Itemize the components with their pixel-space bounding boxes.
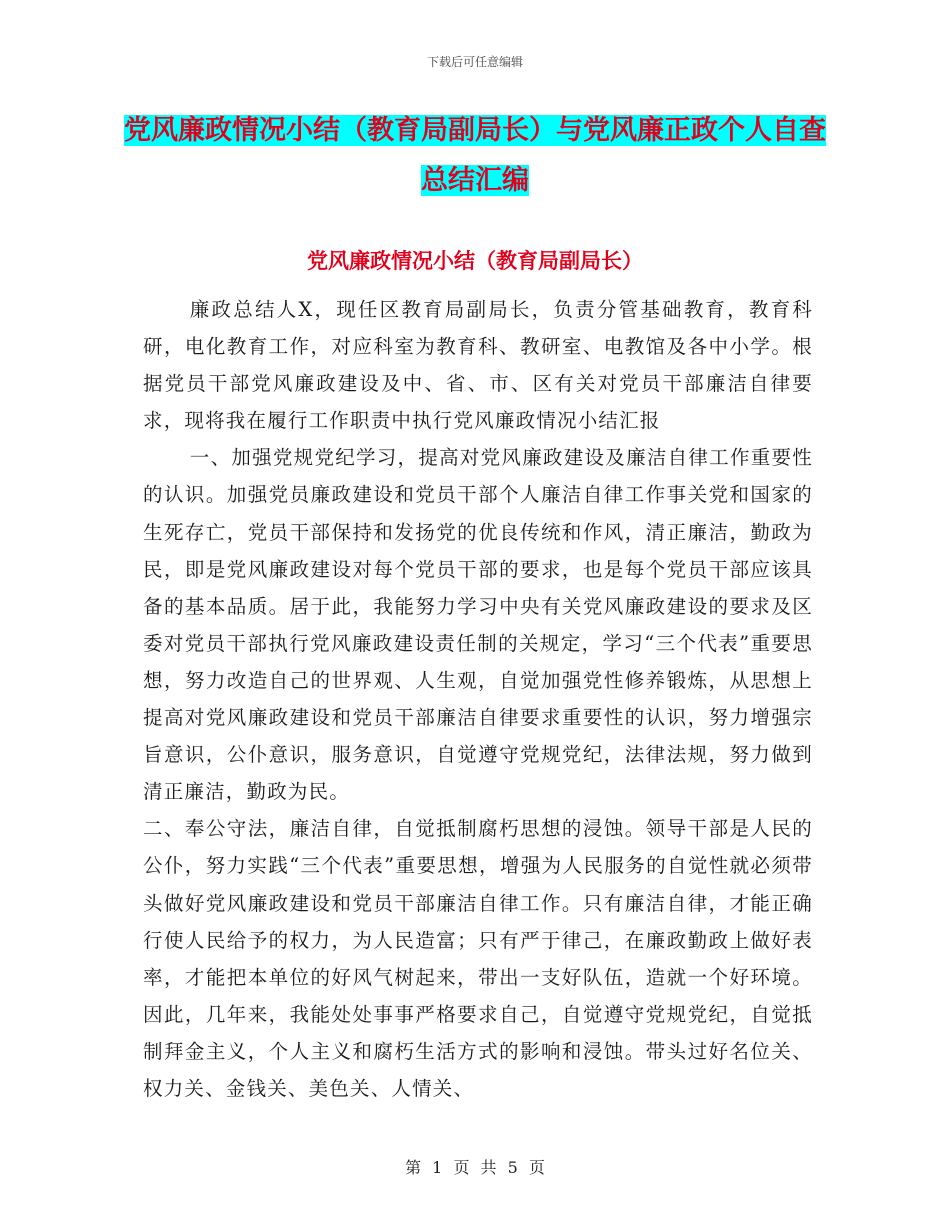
section-title: 党风廉政情况小结（教育局副局长） [307, 249, 643, 273]
document-title [120, 106, 830, 206]
paragraph-intro: 廉政总结人X，现任区教育局副局长，负责分管基础教育，教育科研，电化教育工作，对应科室为教育科、教研室、电教馆及各中小学。根据党员干部党风廉政建设及中、省、市、区有关对党员干部廉洁自律要求，现将我在履行工作职责中执行党风廉政情况小结汇报 [143, 298, 813, 433]
document-title-text: 党风廉政情况小结（教育局副局长）与党风廉正政个人自查总结汇编 [124, 115, 826, 196]
document-body [143, 291, 813, 1107]
paragraph-section-two: 二、奉公守法，廉洁自律，自觉抵制腐朽思想的浸蚀。领导干部是人民的公仆，努力实践“三个代表”重要思想，增强为人民服务的自觉性就必须带头做好党风廉政建设和党员干部廉洁自律工作。只有廉洁自律，才能正确行使人民给予的权力，为人民造富；只有严于律己，在廉政勤政上做好表率，才能把本单位的好风气树起来，带出一支好队伍，造就一个好环境。因此，几年来，我能处处事事严格要求自己，自觉遵守党规党纪，自觉抵制拜金主义，个人主义和腐朽生活方式的影响和浸蚀。带头过好名位关、权力关、金钱关、美色关、人情关、 [143, 817, 813, 1100]
page-number: 第 1 页 共 5 页 [405, 1158, 545, 1177]
page-header-note: 下载后可任意编辑 [426, 55, 523, 69]
paragraph-section-one: 一、加强党规党纪学习，提高对党风廉政建设及廉洁自律工作重要性的认识。加强党员廉政建设和党员干部个人廉洁自律工作事关党和国家的生死存亡，党员干部保持和发扬党的优良传统和作风，清正廉洁，勤政为民，即是党风廉政建设对每个党员干部的要求，也是每个党员干部应该具备的基本品质。居于此，我能努力学习中央有关党风廉政建设的要求及区委对党员干部执行党风廉政建设责任制的关规定，学习“三个代表”重要思想，努力改造自己的世界观、人生观，自觉加强党性修养锻炼，从思想上提高对党风廉政建设和党员干部廉洁自律要求重要性的认识，努力增强宗旨意识，公仆意识，服务意识，自觉遵守党规党纪，法律法规，努力做到清正廉洁，勤政为民。 [143, 446, 813, 804]
